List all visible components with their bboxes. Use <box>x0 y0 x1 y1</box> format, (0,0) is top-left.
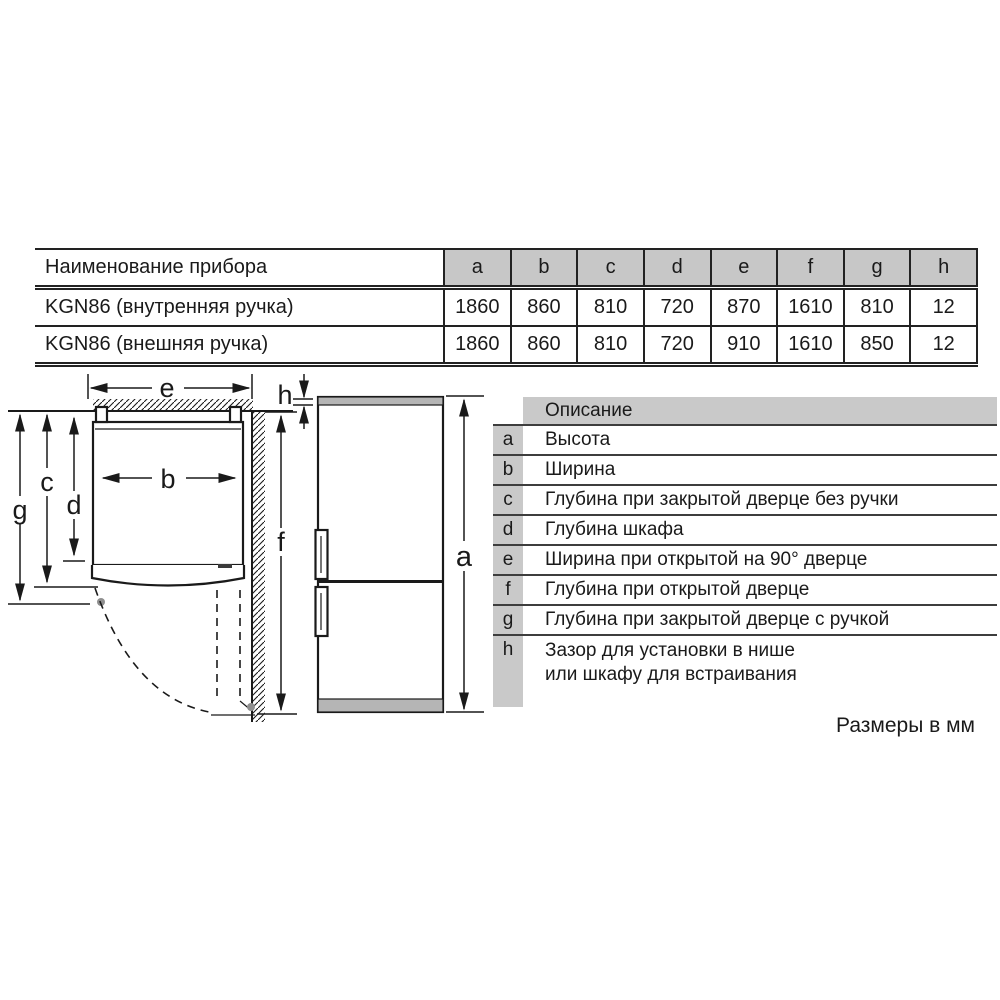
legend-row-c <box>493 485 997 515</box>
legend-desc: Глубина при закрытой дверце с ручкой <box>523 605 997 635</box>
dimension-h <box>277 374 313 429</box>
column-header-name: Наименование прибора <box>35 249 444 288</box>
cell-value: 810 <box>577 288 644 327</box>
legend-desc: Ширина <box>523 455 997 485</box>
legend-key: e <box>493 545 523 575</box>
cell-value: 810 <box>577 326 644 365</box>
legend-key: a <box>493 425 523 455</box>
cell-value: 720 <box>644 288 711 327</box>
wall-spacer-right <box>230 407 241 422</box>
dimension-g <box>12 415 27 600</box>
legend-key: f <box>493 575 523 605</box>
cell-value: 720 <box>644 326 711 365</box>
legend-key-text: h <box>502 639 514 660</box>
model-name: KGN86 (внутренняя ручка) <box>35 288 444 327</box>
door-handle-mark <box>218 564 232 568</box>
cell-value: 850 <box>844 326 911 365</box>
fridge-handle-upper <box>316 530 328 579</box>
cell-value: 810 <box>844 288 911 327</box>
dimension-label-g: g <box>12 495 28 525</box>
column-header-d: d <box>644 249 711 288</box>
legend-header-row <box>493 397 997 425</box>
column-header-c: c <box>577 249 644 288</box>
legend-row-f <box>493 575 997 605</box>
fridge-plinth-strip <box>318 699 443 712</box>
fridge-front-view-body <box>318 397 443 712</box>
legend-desc-line1: Зазор для установки в нише <box>545 640 795 661</box>
legend-desc: Глубина при закрытой дверце без ручки <box>523 485 997 515</box>
cell-value: 12 <box>910 288 977 327</box>
dimension-d <box>63 418 85 561</box>
dimension-e <box>88 373 252 403</box>
column-header-e: e <box>711 249 778 288</box>
legend-table <box>493 397 997 707</box>
wall-spacer-left <box>96 407 107 422</box>
legend-desc: Высота <box>523 425 997 455</box>
column-header-b: b <box>511 249 578 288</box>
legend-desc-line2: или шкафу для встраивания <box>545 664 797 685</box>
legend-key <box>493 635 523 707</box>
fridge-door-closed <box>92 565 244 586</box>
cell-value: 1610 <box>777 288 844 327</box>
legend-row-b <box>493 455 997 485</box>
cell-value: 1610 <box>777 326 844 365</box>
legend-header-title: Описание <box>523 397 997 425</box>
legend-desc: Ширина при открытой на 90° дверце <box>523 545 997 575</box>
dimension-label-e: e <box>159 373 175 403</box>
column-header-g: g <box>844 249 911 288</box>
legend-desc: Глубина шкафа <box>523 515 997 545</box>
cell-value: 910 <box>711 326 778 365</box>
legend-key: b <box>493 455 523 485</box>
cell-value: 870 <box>711 288 778 327</box>
legend-desc: Глубина при открытой дверце <box>523 575 997 605</box>
legend-desc <box>523 635 997 707</box>
column-header-a: a <box>444 249 511 288</box>
cell-value: 860 <box>511 288 578 327</box>
dimension-label-a: a <box>455 541 473 573</box>
fridge-handle-lower <box>316 587 328 636</box>
legend-key: d <box>493 515 523 545</box>
column-header-h: h <box>910 249 977 288</box>
column-header-f: f <box>777 249 844 288</box>
dimension-label-c: c <box>40 467 54 497</box>
dimension-label-h: h <box>277 380 293 410</box>
legend-key: c <box>493 485 523 515</box>
cell-value: 1860 <box>444 326 511 365</box>
legend-row-a <box>493 425 997 455</box>
dimension-c <box>40 415 54 582</box>
legend-key: g <box>493 605 523 635</box>
cell-value: 860 <box>511 326 578 365</box>
legend-row-d <box>493 515 997 545</box>
dimension-label-b: b <box>160 464 176 494</box>
fridge-top-strip <box>318 397 443 405</box>
model-name: KGN86 (внешняя ручка) <box>45 333 269 355</box>
door-swing-arc <box>95 588 209 712</box>
wall-right-hatch <box>252 411 265 722</box>
dimension-label-d: d <box>66 490 82 520</box>
legend-row-g <box>493 605 997 635</box>
dimension-label-f: f <box>277 527 285 557</box>
cell-value: 12 <box>910 326 977 365</box>
door-open-handle-dot <box>247 703 255 711</box>
legend-row-h <box>493 635 997 707</box>
legend-header-key-cell <box>493 397 523 425</box>
legend-row-e <box>493 545 997 575</box>
dimension-a <box>446 396 484 712</box>
cell-value: 1860 <box>444 288 511 327</box>
units-footnote: Размеры в мм <box>836 714 975 737</box>
